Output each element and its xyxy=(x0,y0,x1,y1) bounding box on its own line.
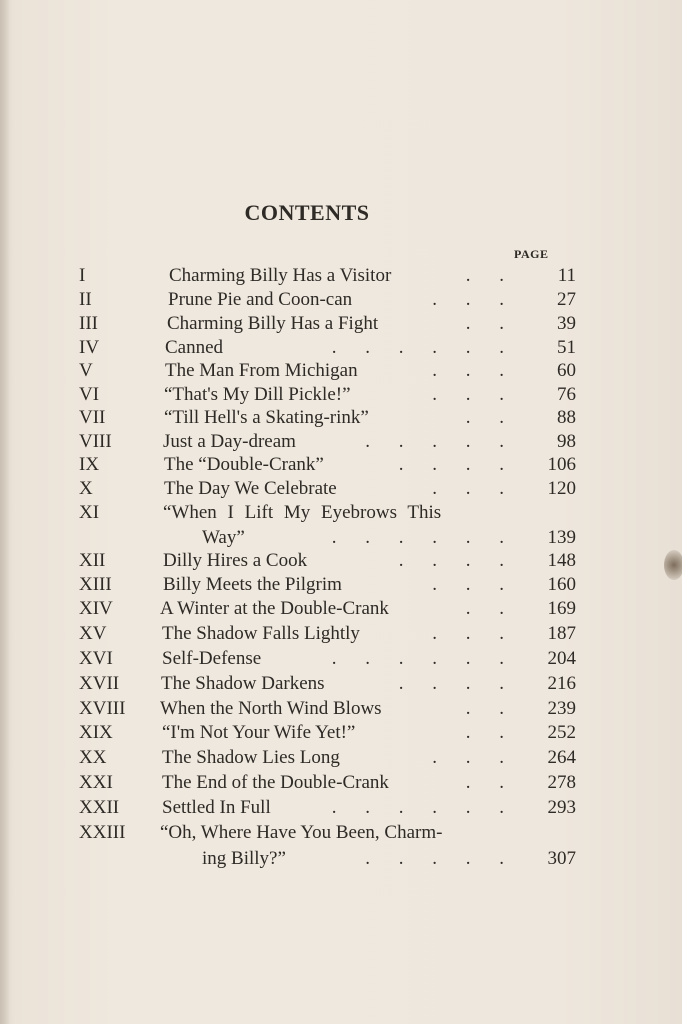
chapter-title: The Shadow Lies Long xyxy=(162,747,340,768)
dot-leader: . . . . . . xyxy=(331,648,516,669)
toc-entry xyxy=(0,596,682,622)
dot-leader: . . . . xyxy=(398,550,516,571)
toc-entry xyxy=(0,287,682,313)
chapter-page: 148 xyxy=(547,550,576,571)
dot-leader: . . xyxy=(465,722,516,743)
toc-entry xyxy=(0,646,682,672)
chapter-number: XXIII xyxy=(79,822,126,843)
chapter-page: 293 xyxy=(547,797,576,818)
chapter-number: IX xyxy=(79,454,100,475)
chapter-number: XVI xyxy=(79,648,113,669)
chapter-number: I xyxy=(79,265,86,286)
chapter-title: A Winter at the Double-Crank xyxy=(160,598,389,619)
dot-leader: . . xyxy=(465,313,516,334)
chapter-number: VII xyxy=(79,407,106,428)
dot-leader: . . . xyxy=(432,384,516,405)
chapter-page: 51 xyxy=(557,337,576,358)
chapter-title: “Oh, Where Have You Been, Charm- xyxy=(160,822,443,843)
chapter-number: VIII xyxy=(79,431,112,452)
toc-entry xyxy=(0,358,682,384)
chapter-number: II xyxy=(79,289,92,310)
chapter-page: 60 xyxy=(557,360,576,381)
toc-entry xyxy=(0,795,682,821)
toc-entry xyxy=(0,548,682,574)
dot-leader: . . . xyxy=(432,623,516,644)
chapter-number: VI xyxy=(79,384,100,405)
chapter-title-continued: ing Billy?” xyxy=(202,848,286,869)
toc-entry xyxy=(0,311,682,337)
toc-entry xyxy=(0,405,682,431)
chapter-page: 160 xyxy=(547,574,576,595)
chapter-page: 76 xyxy=(557,384,576,405)
chapter-number: XXI xyxy=(79,772,113,793)
dot-leader: . . . . . . xyxy=(331,797,516,818)
chapter-page: 88 xyxy=(557,407,576,428)
chapter-page: 204 xyxy=(547,648,576,669)
chapter-number: XIII xyxy=(79,574,112,595)
chapter-title-continued: Way” xyxy=(202,527,245,548)
chapter-title: The Day We Celebrate xyxy=(164,478,337,499)
chapter-title: Prune Pie and Coon-can xyxy=(168,289,353,310)
dot-leader: . . . . xyxy=(398,673,516,694)
chapter-number: XVII xyxy=(79,673,120,694)
chapter-page: 139 xyxy=(547,527,576,548)
chapter-title: Just a Day-dream xyxy=(163,431,296,452)
chapter-title: The Shadow Darkens xyxy=(161,673,325,694)
page-title: CONTENTS xyxy=(244,200,370,225)
toc-entry-continued xyxy=(0,846,682,872)
chapter-page: 187 xyxy=(547,623,576,644)
dot-leader: . . . . . . xyxy=(331,337,516,358)
dot-leader: . . . . . . xyxy=(331,527,516,548)
chapter-page: 307 xyxy=(547,848,576,869)
chapter-number: XVIII xyxy=(79,698,126,719)
dot-leader: . . xyxy=(465,698,516,719)
chapter-number: XX xyxy=(79,747,107,768)
chapter-title: “When I Lift My Eyebrows This xyxy=(163,502,442,523)
chapter-title: Charming Billy Has a Visitor xyxy=(169,265,392,286)
dot-leader: . . . xyxy=(432,747,516,768)
chapter-number: V xyxy=(79,360,93,381)
toc-entry xyxy=(0,720,682,746)
chapter-number: XI xyxy=(79,502,100,523)
dot-leader: . . . xyxy=(432,360,516,381)
dot-leader: . . . xyxy=(432,574,516,595)
toc-entry xyxy=(0,452,682,478)
chapter-title: Charming Billy Has a Fight xyxy=(167,313,379,334)
chapter-title: The Shadow Falls Lightly xyxy=(162,623,360,644)
chapter-page: 106 xyxy=(547,454,576,475)
page-column-header: PAGE xyxy=(514,247,549,261)
chapter-title: Canned xyxy=(165,337,224,358)
toc-entry xyxy=(0,621,682,647)
toc-entry xyxy=(0,696,682,722)
dot-leader: . . . xyxy=(432,289,516,310)
toc-entry xyxy=(0,745,682,771)
toc-entry xyxy=(0,820,682,846)
paper-stain xyxy=(664,550,682,580)
chapter-page: 39 xyxy=(557,313,576,334)
chapter-page: 11 xyxy=(557,265,576,286)
dot-leader: . . xyxy=(465,265,516,286)
chapter-page: 264 xyxy=(547,747,576,768)
chapter-page: 216 xyxy=(547,673,576,694)
chapter-page: 169 xyxy=(547,598,576,619)
chapter-title: Settled In Full xyxy=(162,797,271,818)
toc-entry xyxy=(0,671,682,697)
chapter-number: XIV xyxy=(79,598,113,619)
chapter-title: The “Double-Crank” xyxy=(164,454,324,475)
chapter-number: III xyxy=(79,313,98,334)
chapter-title: “That's My Dill Pickle!” xyxy=(164,384,351,405)
chapter-title: The End of the Double-Crank xyxy=(162,772,389,793)
chapter-title: “I'm Not Your Wife Yet!” xyxy=(162,722,356,743)
dot-leader: . . . . . xyxy=(365,848,516,869)
chapter-page: 120 xyxy=(547,478,576,499)
toc-entry xyxy=(0,572,682,598)
chapter-page: 278 xyxy=(547,772,576,793)
chapter-title: “Till Hell's a Skating-rink” xyxy=(164,407,369,428)
chapter-page: 27 xyxy=(557,289,576,310)
dot-leader: . . . . xyxy=(398,454,516,475)
chapter-page: 252 xyxy=(547,722,576,743)
chapter-number: X xyxy=(79,478,93,499)
chapter-title: When the North Wind Blows xyxy=(160,698,382,719)
dot-leader: . . xyxy=(465,772,516,793)
chapter-title: Self-Defense xyxy=(162,648,262,669)
dot-leader: . . xyxy=(465,407,516,428)
toc-entry xyxy=(0,263,682,289)
toc-entry xyxy=(0,476,682,502)
chapter-title: Dilly Hires a Cook xyxy=(163,550,308,571)
chapter-number: IV xyxy=(79,337,100,358)
dot-leader: . . . xyxy=(432,478,516,499)
dot-leader: . . xyxy=(465,598,516,619)
chapter-page: 239 xyxy=(547,698,576,719)
chapter-title: Billy Meets the Pilgrim xyxy=(163,574,342,595)
dot-leader: . . . . . xyxy=(365,431,516,452)
toc-entry xyxy=(0,500,682,526)
chapter-number: XII xyxy=(79,550,106,571)
toc-entry xyxy=(0,770,682,796)
chapter-number: XV xyxy=(79,623,107,644)
chapter-number: XXII xyxy=(79,797,120,818)
chapter-page: 98 xyxy=(557,431,576,452)
chapter-number: XIX xyxy=(79,722,113,743)
chapter-title: The Man From Michigan xyxy=(165,360,358,381)
